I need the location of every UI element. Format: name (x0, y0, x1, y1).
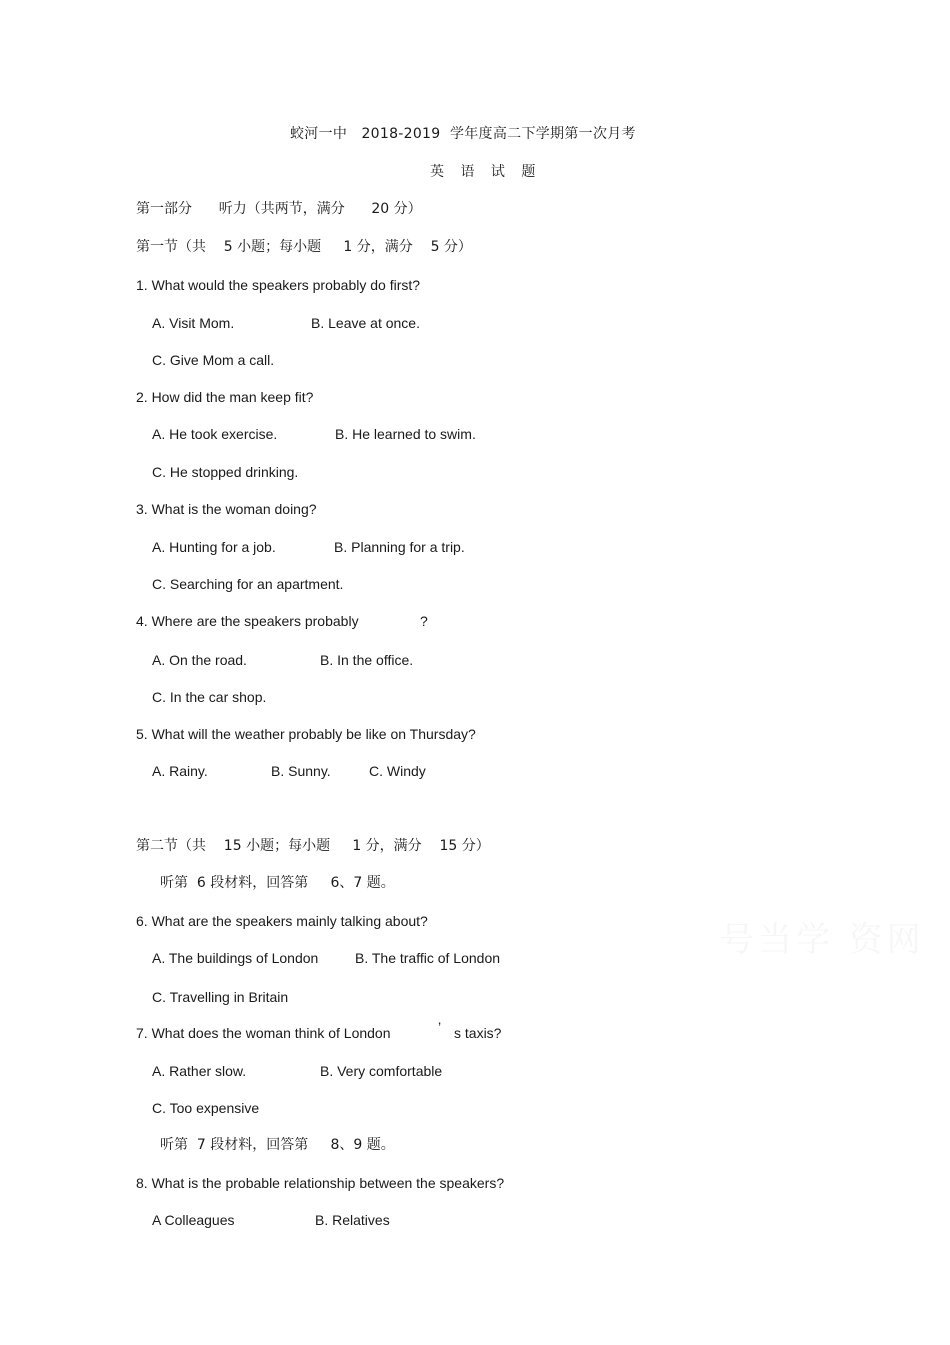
question-5-stem: 5. What will the weather probably be like on Thursday? (136, 726, 476, 742)
section2-heading: 第二节（共 15 小题；每小题 1 分，满分 15 分） (136, 838, 490, 854)
question-4-stem: 4. Where are the speakers probably (136, 613, 359, 629)
part1-heading: 第一部分 听力（共两节，满分 20 分） (136, 201, 422, 217)
question-6-option-b: B. The traffic of London (355, 950, 501, 966)
question-4-question-mark: ? (420, 613, 428, 629)
question-3-option-c: C. Searching for an apartment. (152, 576, 344, 592)
exam-title: 蛟河一中 2018-2019 学年度高二下学期第一次月考 (290, 126, 636, 142)
question-2-option-a: A. He took exercise. (152, 426, 278, 442)
question-1-option-b: B. Leave at once. (311, 315, 420, 331)
question-4-option-c: C. In the car shop. (152, 689, 267, 705)
question-1-option-c: C. Give Mom a call. (152, 352, 275, 368)
question-6-stem: 6. What are the speakers mainly talking about? (136, 913, 428, 929)
question-8-stem: 8. What is the probable relationship between the speakers? (136, 1175, 505, 1191)
question-5-option-a: A. Rainy. (152, 763, 208, 779)
watermark: 号当学 资网 (720, 920, 925, 960)
question-7-option-a: A. Rather slow. (152, 1063, 247, 1079)
question-2-option-c: C. He stopped drinking. (152, 464, 299, 480)
question-5-option-b: B. Sunny. (271, 763, 331, 779)
question-7-apostrophe: ’ (438, 1019, 442, 1035)
exam-subtitle: 英 语 试 题 (430, 164, 542, 180)
question-8-option-b: B. Relatives (315, 1212, 390, 1228)
question-1-option-a: A. Visit Mom. (152, 315, 235, 331)
question-3-option-a: A. Hunting for a job. (152, 539, 276, 555)
question-7-stem-tail: s taxis? (454, 1025, 502, 1041)
question-7-option-c: C. Too expensive (152, 1100, 260, 1116)
question-3-option-b: B. Planning for a trip. (334, 539, 465, 555)
question-7-option-b: B. Very comfortable (320, 1063, 443, 1079)
section1-heading: 第一节（共 5 小题；每小题 1 分，满分 5 分） (136, 239, 472, 255)
question-6-option-c: C. Travelling in Britain (152, 989, 289, 1005)
question-8-option-a: A Colleagues (152, 1212, 235, 1228)
section2-instruction-2: 听第 7 段材料，回答第 8、9 题。 (160, 1137, 395, 1153)
question-6-option-a: A. The buildings of London (152, 950, 319, 966)
question-3-stem: 3. What is the woman doing? (136, 501, 317, 517)
question-4-option-a: A. On the road. (152, 652, 247, 668)
question-2-stem: 2. How did the man keep fit? (136, 389, 314, 405)
question-2-option-b: B. He learned to swim. (335, 426, 476, 442)
question-5-option-c: C. Windy (369, 763, 426, 779)
question-4-option-b: B. In the office. (320, 652, 414, 668)
question-1-stem: 1. What would the speakers probably do first? (136, 277, 421, 293)
question-7-stem: 7. What does the woman think of London (136, 1025, 391, 1041)
section2-instruction-1: 听第 6 段材料，回答第 6、7 题。 (160, 875, 395, 891)
